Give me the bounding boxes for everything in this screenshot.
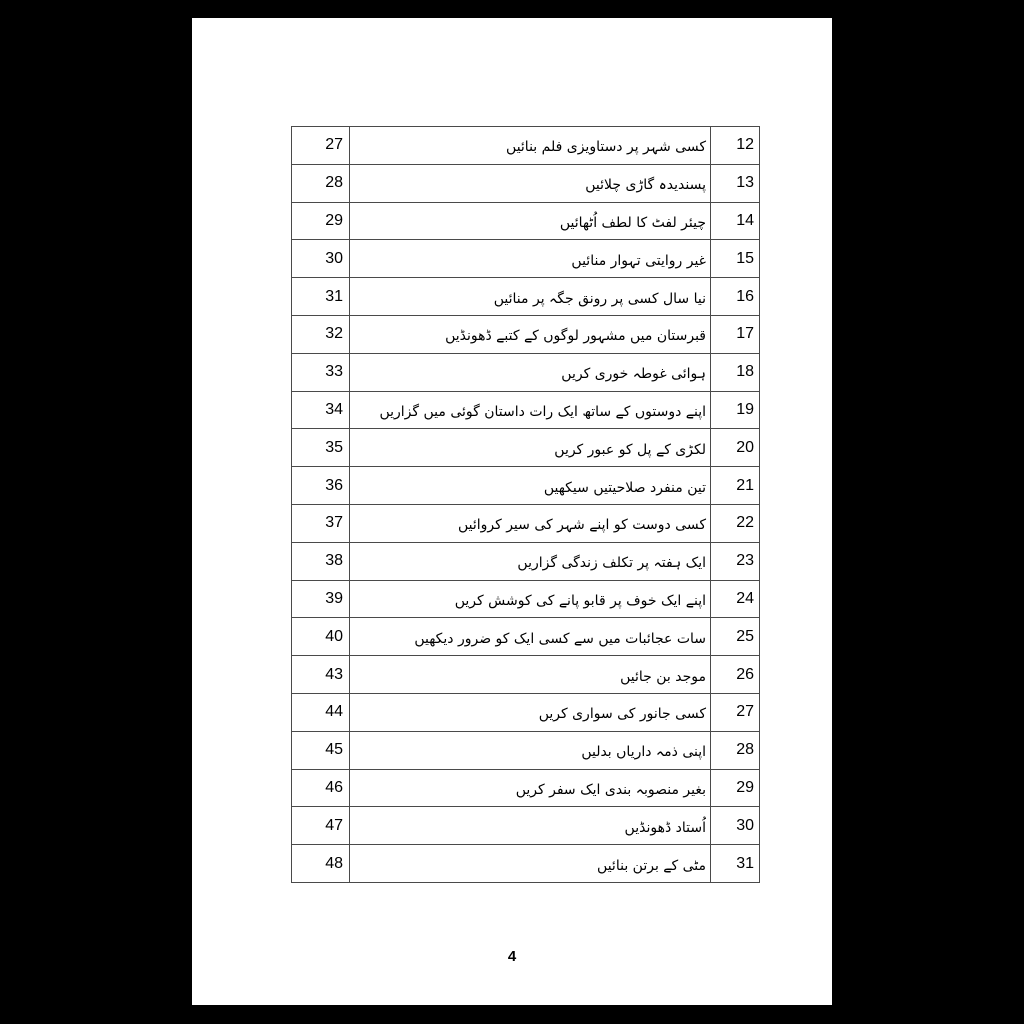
table-of-contents	[291, 126, 760, 883]
chapter-number: 27	[711, 693, 760, 731]
table-row	[292, 391, 760, 429]
table-row	[292, 656, 760, 694]
chapter-title: پسندیدہ گاڑی چلائیں	[350, 164, 711, 202]
chapter-number: 18	[711, 353, 760, 391]
page-ref: 39	[292, 580, 350, 618]
chapter-number: 26	[711, 656, 760, 694]
table-row	[292, 278, 760, 316]
table-row	[292, 467, 760, 505]
chapter-number: 15	[711, 240, 760, 278]
chapter-title: اپنے ایک خوف پر قابو پانے کی کوشش کریں	[350, 580, 711, 618]
table-row	[292, 127, 760, 165]
chapter-number: 19	[711, 391, 760, 429]
chapter-number: 21	[711, 467, 760, 505]
chapter-number: 28	[711, 731, 760, 769]
chapter-number: 30	[711, 807, 760, 845]
page-ref: 47	[292, 807, 350, 845]
chapter-title: قبرستان میں مشہور لوگوں کے کتبے ڈھونڈیں	[350, 315, 711, 353]
chapter-number: 22	[711, 504, 760, 542]
table-row	[292, 429, 760, 467]
table-row	[292, 164, 760, 202]
chapter-number: 25	[711, 618, 760, 656]
chapter-title: کسی دوست کو اپنے شہر کی سیر کروائیں	[350, 504, 711, 542]
chapter-title: لکڑی کے پل کو عبور کریں	[350, 429, 711, 467]
page-ref: 40	[292, 618, 350, 656]
chapter-title: ہوائی غوطہ خوری کریں	[350, 353, 711, 391]
toc-body	[292, 127, 760, 883]
chapter-title: نیا سال کسی پر رونق جگہ پر منائیں	[350, 278, 711, 316]
page-ref: 32	[292, 315, 350, 353]
chapter-title: تین منفرد صلاحیتیں سیکھیں	[350, 467, 711, 505]
page-number: 4	[507, 948, 517, 965]
chapter-number: 20	[711, 429, 760, 467]
chapter-number: 17	[711, 315, 760, 353]
table-row	[292, 731, 760, 769]
chapter-title: ایک ہفتہ پر تکلف زندگی گزاریں	[350, 542, 711, 580]
page-ref: 45	[292, 731, 350, 769]
chapter-number: 13	[711, 164, 760, 202]
table-row	[292, 618, 760, 656]
page-ref: 37	[292, 504, 350, 542]
page-ref: 33	[292, 353, 350, 391]
chapter-number: 29	[711, 769, 760, 807]
page-ref: 35	[292, 429, 350, 467]
table-row	[292, 580, 760, 618]
page-ref: 36	[292, 467, 350, 505]
table-row	[292, 807, 760, 845]
table-row	[292, 202, 760, 240]
table-row	[292, 693, 760, 731]
chapter-number: 16	[711, 278, 760, 316]
chapter-title: غیر روایتی تہوار منائیں	[350, 240, 711, 278]
page-ref: 46	[292, 769, 350, 807]
table-row	[292, 504, 760, 542]
table-row	[292, 769, 760, 807]
chapter-title: کسی شہر پر دستاویزی فلم بنائیں	[350, 127, 711, 165]
table-row	[292, 353, 760, 391]
chapter-number: 31	[711, 845, 760, 883]
chapter-title: اپنی ذمہ داریاں بدلیں	[350, 731, 711, 769]
chapter-title: بغیر منصوبہ بندی ایک سفر کریں	[350, 769, 711, 807]
chapter-number: 12	[711, 127, 760, 165]
table-row	[292, 315, 760, 353]
chapter-title: کسی جانور کی سواری کریں	[350, 693, 711, 731]
page-ref: 27	[292, 127, 350, 165]
page-ref: 38	[292, 542, 350, 580]
chapter-title: سات عجائبات میں سے کسی ایک کو ضرور دیکھیں	[350, 618, 711, 656]
document-page	[192, 18, 832, 1005]
chapter-title: اپنے دوستوں کے ساتھ ایک رات داستان گوئی میں گزاریں	[350, 391, 711, 429]
table-row	[292, 542, 760, 580]
page-ref: 48	[292, 845, 350, 883]
table-row	[292, 240, 760, 278]
page-ref: 28	[292, 164, 350, 202]
chapter-title: چیئر لفٹ کا لطف اُٹھائیں	[350, 202, 711, 240]
page-ref: 30	[292, 240, 350, 278]
table-row	[292, 845, 760, 883]
chapter-title: موجد بن جائیں	[350, 656, 711, 694]
page-ref: 29	[292, 202, 350, 240]
page-ref: 34	[292, 391, 350, 429]
chapter-number: 23	[711, 542, 760, 580]
chapter-title: اُستاد ڈھونڈیں	[350, 807, 711, 845]
page-ref: 43	[292, 656, 350, 694]
chapter-number: 14	[711, 202, 760, 240]
chapter-number: 24	[711, 580, 760, 618]
chapter-title: مٹی کے برتن بنائیں	[350, 845, 711, 883]
page-ref: 44	[292, 693, 350, 731]
page-ref: 31	[292, 278, 350, 316]
